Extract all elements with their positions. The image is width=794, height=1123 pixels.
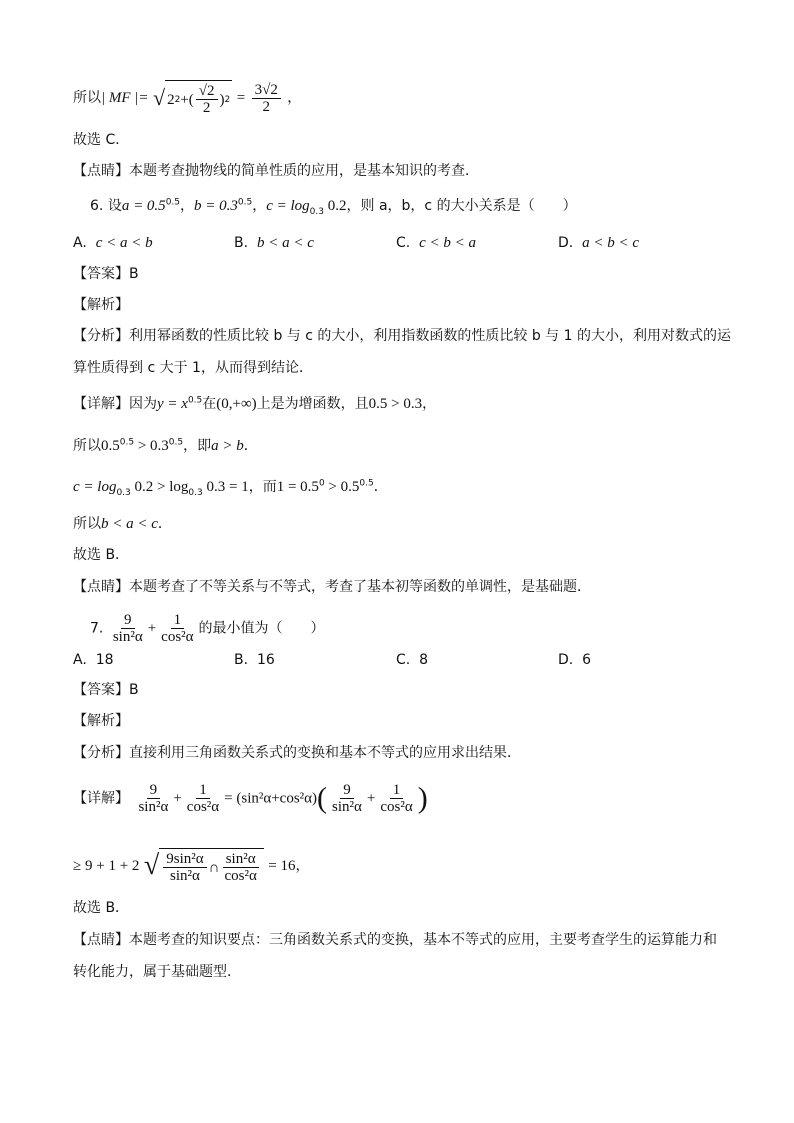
q6-option-a-val: c < a < b [95,235,153,251]
q6-xj2-a: 所以 [73,438,101,454]
q6-fenxi-text-1: 利用幂函数的性质比较 b 与 c 的大小，利用指数函数的性质比较 b 与 1 的大小，利用对数式的运 [129,328,731,344]
q7-xj2-frac-2-num: sin²α [223,851,259,868]
text-suoyi: 所以 [73,90,101,106]
q6-question: ，则 a，b，c 的大小关系是（ ） [346,198,577,214]
q6-xj3-g: ． [373,479,388,495]
q7-option-d-val: 6 [582,652,592,668]
q6-answer-value: B [129,266,139,282]
mf-result-line [73,80,301,116]
q7-frac-2-num: 1 [171,612,185,629]
q7-xj2-frac-2-den: cos²α [224,868,257,884]
q7-dianjing-tag: 【点睛】 [73,932,129,948]
q6-option-b-val: b < a < c [256,235,314,251]
q7-frac-1 [110,612,146,645]
q7-xj1-frac-1-den: sin²α [138,799,169,815]
q6-xj1-ineq: 0.5 > 0.3 [368,396,423,412]
q7-answer-value: B [129,682,139,698]
q6-xuan: 故选 B． [73,547,130,563]
q6-xj1-func: y = x [157,396,188,412]
q7-option-b-key: B. [234,652,249,668]
q6-xj1-exp: 0.5 [187,395,203,406]
q7-xj2-frac-1 [163,851,206,884]
q6-stem [90,196,577,216]
q6-xj1-c: 在 [202,396,217,412]
q7-xj2-tail: ， [295,858,310,874]
q6-xj2-c: > 0.3 [134,438,169,454]
q6-option-c [396,233,476,253]
radicand-two: 2 [167,91,175,108]
q7-fenxi-tag: 【分析】 [73,745,129,761]
q7-fenxi [73,743,521,763]
q7-dianjing-text-1: 本题考查的知识要点：三角函数关系式的变换，基本不等式的应用，主要考查学生的运算能力和 [129,932,717,948]
q6-xj3-f: > 0.5 [324,479,360,495]
q7-stem [90,612,325,645]
q6-option-b [234,233,314,253]
q7-answer [73,680,139,700]
q7-xj1-frac-3 [329,782,365,815]
q6-xj2-d: ，即 [183,438,212,454]
dianjing-1-tag: 【点睛】 [73,163,129,179]
q6-xj2-f: ． [243,438,258,454]
q6-xj3-e: 1 = 0.5 [276,479,319,495]
q7-plus: + [147,620,157,637]
q6-xj3-sub1: 0.3 [116,487,131,498]
q6-dianjing-text: 本题考查了不等关系与不等式，考查了基本初等函数的单调性，是基础题． [129,579,591,595]
q7-xj1-mid: = (sin²α+cos²α) [224,790,318,807]
q7-answer-tag: 【答案】 [73,682,129,698]
q6-xj3-a: c = log [73,479,117,495]
q7-xj2-dot: ∩ [208,859,220,876]
q6-answer-tag: 【答案】 [73,266,129,282]
q7-xj2-frac-2 [221,851,259,884]
q6-xiangjie-2 [73,436,258,456]
q7-xj2-frac-1-num: 9sin²α [163,851,206,868]
equals: = [236,90,246,106]
q7-frac-2 [158,612,196,645]
q6-sep1: ， [180,198,195,214]
q6-xj1-g: ， [422,396,437,412]
result-frac-den: 2 [262,98,270,115]
q7-dianjing-2: 转化能力，属于基础题型． [73,964,241,980]
q6-xj3-b: 0.2 > log [130,479,189,495]
q6-b-exp: 0.5 [237,197,253,208]
q6-xj2-b: 0.5 [101,438,120,454]
result-frac [252,82,281,115]
q6-option-a-key: A. [73,235,87,251]
q7-xj1-lparen: ( [317,781,328,815]
q7-dianjing-1 [73,930,717,950]
q7-option-d-key: D. [558,652,574,668]
q7-frac-1-num: 9 [121,612,135,629]
q7-xj1-rparen: ) [417,781,428,815]
choose-c-line: 故选 C． [73,132,130,148]
q7-xj2-radicand [159,848,264,884]
q7-xj1-frac-4 [377,782,415,815]
q6-xiangjie-1 [73,394,436,414]
q6-option-d-val: a < b < c [582,235,640,251]
q7-xiangjie-tag: 【详解】 [73,790,129,807]
q7-xj1-frac-4-num: 1 [390,782,404,799]
q6-number: 6. [90,198,104,214]
q7-frac-2-den: cos²α [161,629,194,645]
q7-xj1-plus-1: + [173,790,182,807]
q6-a: a = 0.5 [121,198,166,214]
q7-option-b [234,650,275,670]
q7-xj2-sqrt [144,848,264,884]
radicand-frac-den: 2 [202,100,211,116]
q6-xj1-interval: (0,+∞) [216,396,257,412]
q6-b: b = 0.3 [194,198,238,214]
q7-xiangjie-2 [73,848,309,884]
q7-option-a [73,650,114,670]
q6-c-tail: 0.2 [324,198,347,214]
q7-xj1-frac-1-num: 9 [147,782,161,799]
q6-xj4-c: ． [157,516,172,532]
q7-xj1-frac-1 [135,782,171,815]
q7-option-c-key: C. [396,652,411,668]
radicand-frac [196,83,218,116]
q6-xj2-e: a > b [211,438,244,454]
q6-xiangjie-3 [73,477,388,497]
radicand-plus: +( [180,91,194,108]
q7-jiexi: 【解析】 [73,713,129,729]
q7-option-b-val: 16 [256,652,275,668]
q6-xj3-d: ，而 [248,479,277,495]
q6-xj3-sub2: 0.3 [188,487,203,498]
result-frac-num: 3√2 [252,82,281,99]
mf-abs: | MF |= [101,90,149,106]
q7-xj1-frac-2-den: cos²α [186,799,220,815]
q6-option-b-key: B. [234,235,249,251]
q6-xj3-c: 0.3 = 1 [202,479,249,495]
q7-option-a-key: A. [73,652,87,668]
dianjing-1 [73,161,479,181]
q6-answer [73,264,139,284]
q7-frac-1-den: sin²α [112,629,143,645]
q7-xj2-radical-sign: √ [143,850,160,881]
q7-number: 7. [90,620,104,637]
q7-option-d [558,650,591,670]
q6-c: c = log [266,198,310,214]
radicand-frac-num: √2 [196,83,218,100]
q6-option-d [558,233,639,253]
q6-she: 设 [107,198,122,214]
q7-xj2-eq: = 16 [268,858,296,874]
dianjing-1-text: 本题考查抛物线的简单性质的应用，是基本知识的考查． [129,163,479,179]
q6-xj3-exp2: 0.5 [359,478,374,489]
q6-xiangjie-tag: 【详解】 [73,396,129,412]
q7-xuan: 故选 B． [73,900,130,916]
q6-option-c-val: c < b < a [419,235,477,251]
q6-fenxi-tag: 【分析】 [73,328,129,344]
q6-fenxi-2: 算性质得到 c 大于 1，从而得到结论． [73,360,313,376]
radical-sign: √ [152,85,166,110]
q7-question: 的最小值为（ ） [198,620,325,637]
q6-xj1-a: 因为 [129,396,157,412]
q7-xj1-frac-3-num: 9 [340,782,354,799]
q6-xj2-b-exp: 0.5 [119,437,135,448]
q6-option-d-key: D. [558,235,574,251]
q6-dianjing [73,577,591,597]
radicand-close: ) [219,91,225,108]
q7-xj1-frac-3-den: sin²α [332,799,362,815]
q6-jiexi: 【解析】 [73,297,129,313]
q6-xj3-exp1: 0 [318,478,325,489]
q7-xiangjie-1 [73,782,428,815]
q6-option-a [73,233,153,253]
radicand: 2 2 +( $\frac{√2}{2}$ ) 2 [165,80,232,116]
q7-option-c [396,650,428,670]
q7-xj1-frac-4-den: cos²α [380,799,413,815]
q6-dianjing-tag: 【点睛】 [73,579,129,595]
q6-c-sub: 0.3 [309,206,324,217]
q7-xj2-frac-1-den: sin²α [169,868,200,884]
q7-xj1-plus-2: + [366,790,376,807]
q6-xiangjie-4 [73,514,172,534]
q7-xj1-frac-2-num: 1 [196,782,210,799]
q6-xj2-c-exp: 0.5 [168,437,184,448]
q7-fenxi-text: 直接利用三角函数关系式的变换和基本不等式的应用求出结果． [129,745,521,761]
q6-sep2: ， [252,198,267,214]
q7-option-a-val: 18 [95,652,114,668]
q6-xj4-a: 所以 [73,516,101,532]
q7-option-c-val: 8 [419,652,429,668]
q6-option-c-key: C. [396,235,411,251]
q7-xj2-pre: ≥ 9 + 1 + 2 [73,858,140,874]
sqrt-expression [153,80,232,116]
comma: ， [287,90,302,106]
q6-xj4-b: b < a < c [101,516,158,532]
q6-xj1-e: 上是为增函数，且 [256,396,369,412]
q7-xj1-frac-2 [184,782,222,815]
q6-a-exp: 0.5 [165,197,181,208]
q6-fenxi-1 [73,326,731,346]
